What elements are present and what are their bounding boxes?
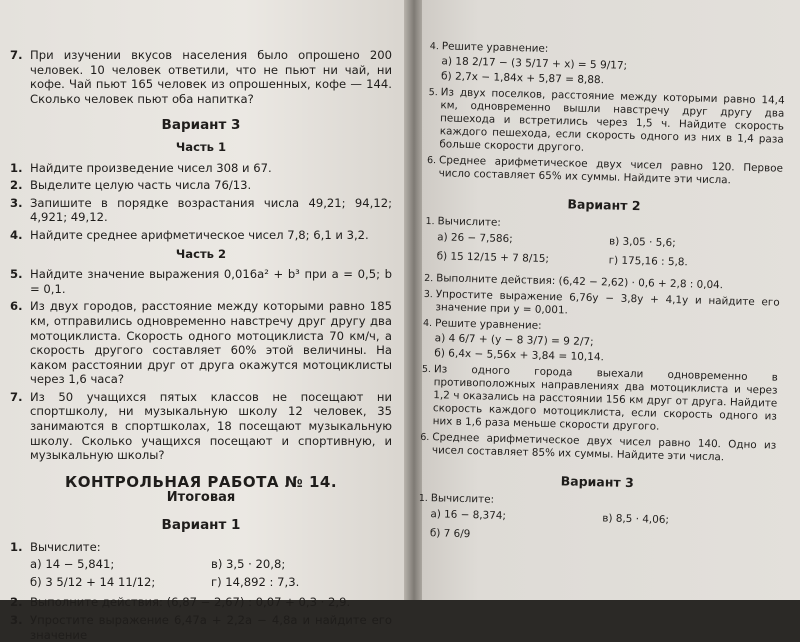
sub-item-a: а) 26 − 7,586; bbox=[437, 231, 513, 246]
sub-item-a: а) 14 − 5,841; bbox=[30, 557, 115, 572]
sub-item-v: в) 3,5 · 20,8; bbox=[211, 557, 286, 572]
problem-text: Упростите выражение 6,47a + 2,2a − 4,8a и найдите его значение bbox=[30, 613, 392, 642]
problem-text: При изучении вкусов населения было опрошено 200 человек. 10 человек ответили, что не пьют ни чай, ни кофе. Чай пьют 165 человек из опрошенных, кофе — 144. Сколько человек пьют оба напитка? bbox=[30, 48, 392, 106]
problem-text: Среднее арифметическое двух чисел равно 140. Одно из чисел составляет 85% их суммы. Найдите эти числа. bbox=[431, 431, 777, 464]
problem-text: Из двух городов, расстояние между которыми равно 185 км, отправились одновременно навстречу друг другу два мотоциклиста. Скорость одного мотоциклиста 70 км/ч, а скорость другого составляет 60% этой величины. На каком расстоянии друг от друга окажутся мотоциклисты через 1,6 часа? bbox=[30, 299, 392, 387]
problem-number: 2. bbox=[10, 595, 23, 610]
problem-number: 5. bbox=[10, 267, 23, 282]
problem-text: Из двух поселков, расстояние между которыми равно 14,4 км, одновременно вышли навстречу друг другу два пешехода и встретились через 1,5 ч. Найдите скорость каждого пешехода, если скорость одного из них в 1,4 раза больше скорости другого. bbox=[439, 86, 785, 154]
sub-item-b: б) 2,7x − 1,84x + 5,87 = 8,88. bbox=[440, 70, 605, 87]
problem-5-pedestrians bbox=[427, 86, 784, 160]
problem-text: Выполните действия: (6,42 − 2,62) · 0,6 + 2,8 : 0,04. bbox=[436, 272, 724, 292]
problem-text: Решите уравнение: bbox=[434, 317, 542, 332]
problem-number: 4. bbox=[429, 40, 440, 53]
variant-3-heading: Вариант 3 bbox=[161, 117, 241, 134]
problem-number: 3. bbox=[423, 288, 433, 301]
variant1-problem-2 bbox=[10, 595, 392, 610]
sub-item-g: г) 175,16 : 5,8. bbox=[608, 254, 688, 269]
variant1-problem-3 bbox=[10, 613, 392, 642]
variant-1-heading: Вариант 1 bbox=[161, 517, 241, 534]
sub-item-v: в) 8,5 · 4,06; bbox=[602, 512, 670, 526]
problem-text: Решите уравнение: bbox=[441, 40, 549, 55]
problem-text: Найдите произведение чисел 308 и 67. bbox=[30, 160, 272, 175]
control-work-title: КОНТРОЛЬНАЯ РАБОТА № 14. bbox=[64, 472, 338, 491]
sub-item-b: б) 6,4x − 5,56x + 3,84 = 10,14. bbox=[434, 347, 605, 364]
sub-item-a: а) 16 − 8,374; bbox=[430, 508, 507, 522]
variant3-problem-1-items bbox=[418, 508, 775, 555]
variant3-problem-2 bbox=[10, 178, 392, 193]
sub-item-b: б) 3 5/12 + 14 11/12; bbox=[30, 574, 156, 589]
problem-number: 1. bbox=[425, 215, 435, 228]
variant3-problem-4 bbox=[10, 228, 392, 243]
problem-number: 7. bbox=[10, 48, 23, 62]
problem-number: 5. bbox=[428, 86, 438, 99]
problem-number: 4. bbox=[422, 317, 433, 330]
sub-item-a: а) 18 2/17 − (3 5/17 + x) = 5 9/17; bbox=[441, 55, 628, 72]
problem-text: Найдите среднее арифметическое чисел 7,8; 6,1 и 3,2. bbox=[30, 227, 369, 242]
problem-number: 7. bbox=[10, 389, 23, 404]
sub-item-v: в) 3,05 · 5,6; bbox=[608, 235, 676, 250]
variant-3-heading: Вариант 3 bbox=[560, 473, 634, 491]
problem-text: Выполните действия: (6,87 − 2,67) : 0,07 + 0,3 · 2,9. bbox=[30, 595, 351, 610]
variant1-problem-1-items bbox=[10, 557, 392, 592]
problem-text: Из 50 учащихся пятых классов не посещают ни спортшколу, ни музыкальную школу 12 человек, 35 занимаются в спортшколах, 18 посещают музыкальную школу. Сколько учащихся посещают и спортивную, и музыкальную школы? bbox=[30, 389, 392, 463]
problem-6-average bbox=[427, 154, 784, 189]
variant2-problem-5 bbox=[421, 363, 778, 437]
problem-number: 2. bbox=[10, 178, 23, 193]
sub-item-a: а) 4 6/7 + (y − 8 3/7) = 9 2/7; bbox=[434, 332, 594, 349]
problem-text: Вычислите: bbox=[430, 492, 495, 506]
sub-item-b: б) 7 6/9 bbox=[429, 527, 471, 541]
problem-text: Из одного города выехали одновременно в противоположных направлениях два мотоциклиста и через 1,2 ч оказались на расстоянии 156 км друг от друга. Найдите скорость каждого мотоциклиста, если скорость одного из них в 1,6 раза меньше скорости другого. bbox=[432, 363, 779, 433]
problem-number: 6. bbox=[10, 299, 23, 314]
part-1-heading: Часть 1 bbox=[175, 139, 227, 154]
problem-number: 6. bbox=[426, 154, 437, 167]
problem-number: 1. bbox=[10, 160, 23, 175]
variant1-problem-1 bbox=[10, 540, 392, 555]
variant3-problem-5 bbox=[10, 267, 392, 296]
problem-4-equation bbox=[429, 40, 786, 92]
sub-item-g bbox=[602, 531, 774, 548]
problem-text: Среднее арифметическое двух чисел равно 120. Первое число составляет 65% их суммы. Найдите эти числа. bbox=[438, 154, 784, 187]
right-page bbox=[418, 0, 800, 600]
sub-item-b: б) 15 12/15 + 7 8/15; bbox=[436, 250, 550, 265]
sub-item-g: г) 14,892 : 7,3. bbox=[211, 574, 300, 589]
problem-text: Найдите значение выражения 0,016a² + b³ при a = 0,5; b = 0,1. bbox=[30, 267, 392, 296]
problem-text: Запишите в порядке возрастания числа 49,21; 94,12; 4,921; 49,12. bbox=[30, 195, 392, 225]
variant2-problem-4 bbox=[422, 317, 779, 369]
problem-number: 3. bbox=[10, 195, 23, 210]
control-work-subtitle: Итоговая bbox=[166, 490, 236, 506]
problem-7-previous bbox=[10, 48, 392, 106]
variant2-problem-1-items bbox=[424, 231, 781, 278]
problem-text: Вычислите: bbox=[437, 215, 501, 229]
variant2-problem-6 bbox=[420, 431, 777, 466]
problem-number: 4. bbox=[10, 227, 23, 242]
problem-number: 2. bbox=[424, 272, 434, 285]
problem-number: 3. bbox=[10, 613, 23, 627]
problem-text: Упростите выражение 6,76y − 3,8y + 4,1y и найдите его значение при y = 0,001. bbox=[435, 288, 780, 317]
part-2-heading: Часть 2 bbox=[175, 246, 227, 261]
problem-number: 1. bbox=[10, 539, 23, 554]
problem-number: 5. bbox=[421, 363, 432, 376]
problem-number: 1. bbox=[418, 492, 429, 505]
variant3-problem-7 bbox=[10, 390, 392, 463]
variant3-problem-3 bbox=[10, 196, 392, 225]
problem-text: Выделите целую часть числа 76/13. bbox=[30, 178, 252, 193]
variant-2-heading: Вариант 2 bbox=[567, 196, 641, 214]
problem-number: 6. bbox=[420, 431, 430, 444]
problem-text: Вычислите: bbox=[30, 539, 101, 554]
variant3-problem-1 bbox=[10, 161, 392, 176]
variant3-problem-6 bbox=[10, 299, 392, 387]
